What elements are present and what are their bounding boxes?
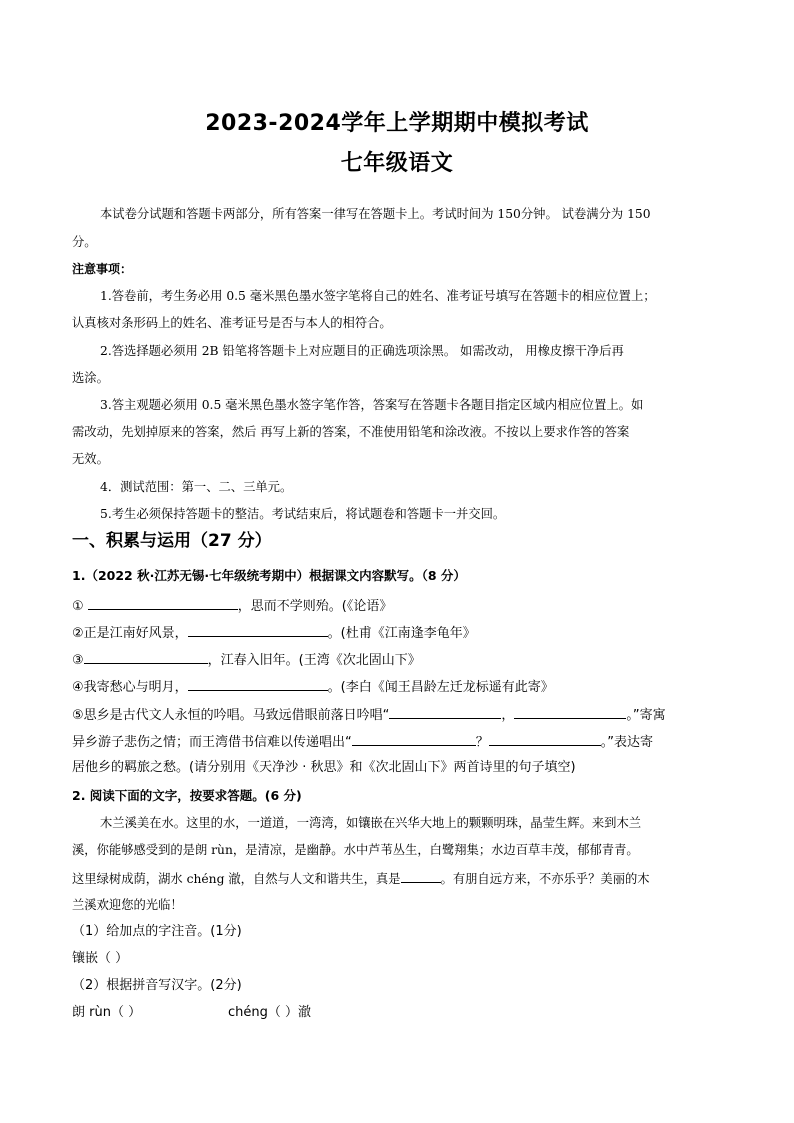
note-1b: 认真核对条形码上的姓名、准考证号是否与本人的相符合。	[72, 316, 392, 330]
notes-heading: 注意事项：	[72, 262, 133, 276]
q1-item-1	[72, 597, 722, 615]
q1-item-5-text-d: 异乡游子悲伤之情；而王湾借书信难以传递唱出“	[72, 735, 352, 750]
q1-item-1-suffix: ，思而不学则殆。(《论语》	[237, 599, 393, 614]
q1-item-2	[72, 624, 722, 642]
q1-item-3-prefix: ③	[72, 653, 84, 668]
q2-passage-line-4: 兰溪欢迎您的光临！	[72, 898, 183, 912]
q1-item-3	[72, 651, 722, 669]
note-3c: 无效。	[72, 452, 109, 466]
q1-answer-blank-6[interactable]	[514, 706, 626, 719]
q1-answer-blank-5[interactable]	[389, 706, 501, 719]
note-3a: 3.答主观题必须用 0.5 毫米黑色墨水签字笔作答，答案写在答题卡各题目指定区域内相应位置上。如	[100, 398, 644, 412]
q1-item-5-line-1	[72, 706, 722, 724]
q1-answer-blank-2[interactable]	[188, 624, 328, 637]
intro-line-1: 本试卷分试题和答题卡两部分，所有答案一律写在答题卡上。考试时间为 150分钟。 试卷满分为 150	[100, 207, 651, 221]
q1-item-3-suffix: ，江春入旧年。(王湾《次北固山下》	[207, 653, 421, 668]
note-1a: 1.答卷前，考生务必用 0.5 毫米黑色墨水签字笔将自己的姓名、准考证号填写在答题卡的相应位置上；	[100, 289, 656, 303]
q1-answer-blank-8[interactable]	[489, 733, 601, 746]
note-3b: 需改动，先划掉原来的答案，然后 再写上新的答案，不准使用铅笔和涂改液。不按以上要求作答的答案	[72, 425, 630, 439]
q1-item-5-text-b: ，	[501, 708, 515, 723]
q2-passage-blank[interactable]	[401, 870, 441, 883]
q2-passage-text-b: 。有朋自远方来，不亦乐乎？美丽的木	[440, 872, 650, 886]
q1-item-5-text-c: 。”寄寓	[626, 708, 666, 723]
q1-item-4-suffix: 。(李白《闻王昌龄左迁龙标遥有此寄》	[327, 680, 554, 695]
question-2-stem: 2. 阅读下面的文字，按要求答题。(6 分)	[72, 788, 302, 803]
q2-subquestion-1-item[interactable]: 镶嵌（ ）	[72, 951, 129, 966]
note-4: 4．测试范围：第一、二、三单元。	[100, 480, 293, 494]
section-1-heading: 一、积累与运用（27 分）	[72, 531, 272, 551]
q2-subquestion-2-item-2[interactable]: chéng（ ）澈	[228, 1005, 312, 1020]
q2-subquestion-2: （2）根据拼音写汉字。(2分)	[72, 978, 242, 993]
q1-item-5-text-a: ⑤思乡是古代文人永恒的吟唱。马致远借眼前落日吟唱“	[72, 708, 390, 723]
q2-subquestion-2-item-1[interactable]: 朗 rùn（ ）	[72, 1005, 142, 1020]
q1-answer-blank-1[interactable]	[88, 597, 238, 610]
exam-title: 2023-2024学年上学期期中模拟考试	[205, 111, 589, 136]
note-5: 5.考生必须保持答题卡的整洁。考试结束后，将试题卷和答题卡一并交回。	[100, 507, 506, 521]
q1-item-4	[72, 678, 722, 696]
note-2b: 选涂。	[72, 371, 109, 385]
exam-subtitle: 七年级语文	[340, 151, 454, 176]
q2-passage-text-a: 这里绿树成荫，湖水 chéng 澈，自然与人文和谐共生，真是	[72, 872, 401, 886]
q1-item-5-text-e: ？	[475, 735, 489, 750]
q1-item-5-line-3: 居他乡的羁旅之愁。(请分别用《天净沙 · 秋思》和《次北固山下》两首诗里的句子填空)	[72, 760, 576, 775]
q1-answer-blank-4[interactable]	[188, 678, 328, 691]
q2-passage-line-3	[72, 870, 722, 887]
q1-item-4-prefix: ④我寄愁心与明月，	[72, 680, 188, 695]
note-2a: 2.答选择题必须用 2B 铅笔将答题卡上对应题目的正确选项涂黑。 如需改动， 用橡皮擦干净后再	[100, 344, 624, 358]
intro-line-2: 分。	[72, 235, 97, 249]
q1-item-5-text-f: 。”表达寄	[600, 735, 654, 750]
q1-answer-blank-3[interactable]	[84, 651, 208, 664]
q1-item-5-line-2	[72, 733, 722, 751]
q1-item-2-prefix: ②正是江南好风景，	[72, 626, 188, 641]
q2-passage-line-2: 溪，你能够感受到的是朗 rùn，是清凉，是幽静。水中芦苇丛生，白鹭翔集；水边百草丰茂，郁郁青青。	[72, 843, 639, 857]
question-1-stem: 1.（2022 秋·江苏无锡·七年级统考期中）根据课文内容默写。（8 分）	[72, 568, 466, 583]
q1-item-1-prefix: ①	[72, 599, 88, 614]
q1-item-2-suffix: 。(杜甫《江南逢李龟年》	[327, 626, 476, 641]
q1-answer-blank-7[interactable]	[352, 733, 476, 746]
q2-passage-line-1: 木兰溪美在水。这里的水，一道道，一湾湾，如镶嵌在兴华大地上的颗颗明珠，晶莹生辉。来到木兰	[100, 816, 642, 830]
q2-subquestion-1: （1）给加点的字注音。(1分)	[72, 924, 242, 939]
